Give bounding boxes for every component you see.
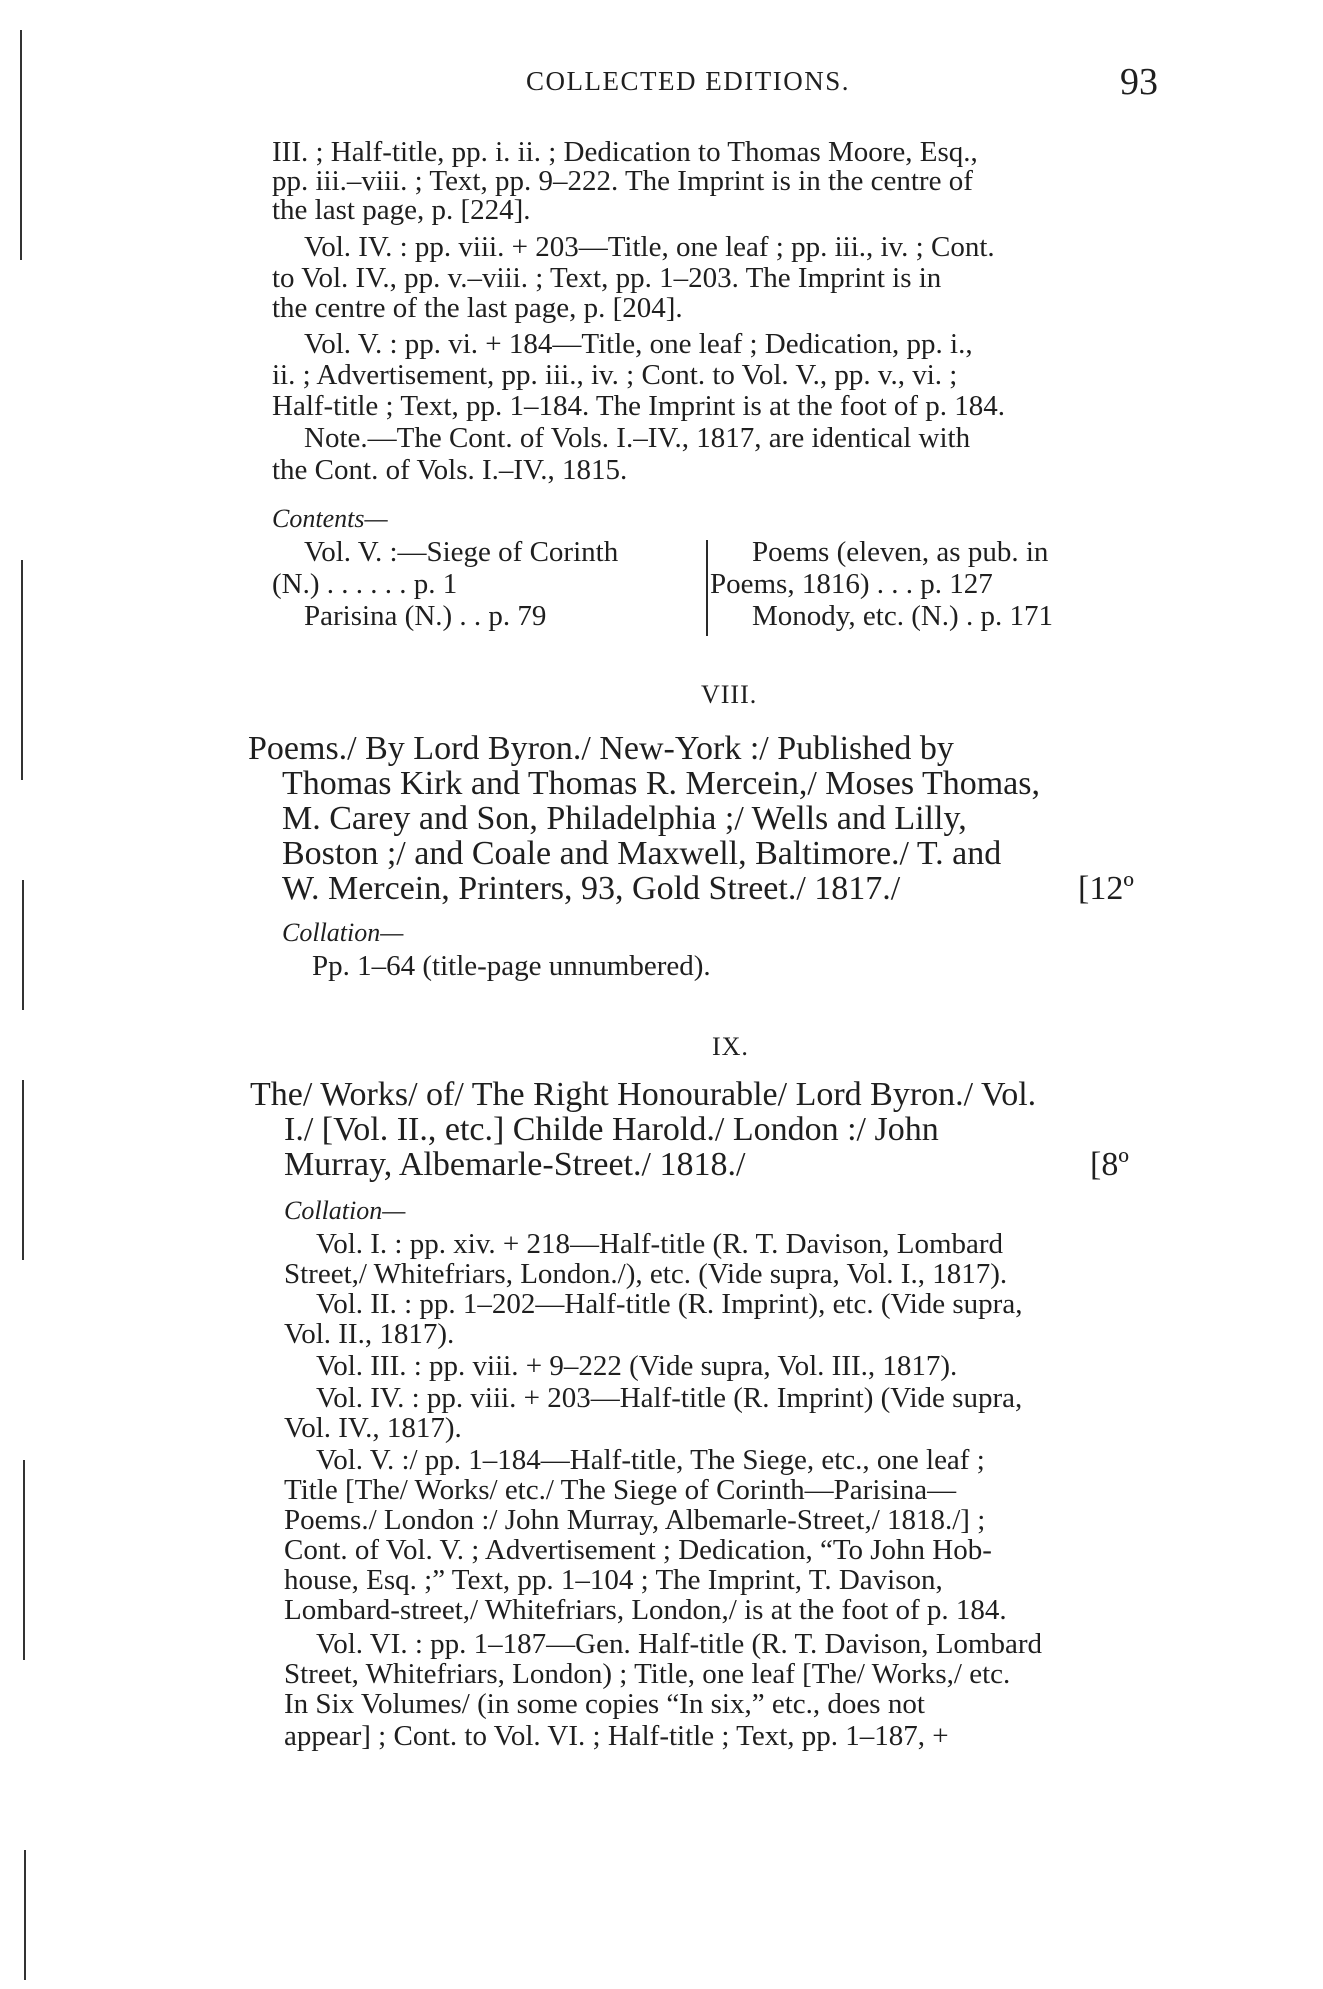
title-line: Thomas Kirk and Thomas R. Mercein,/ Moses Thomas, (282, 765, 1040, 802)
contents-entry: Poems (eleven, as pub. in (752, 536, 1049, 568)
text-line: Vol. I. : pp. xiv. + 218—Half-title (R. T. Davison, Lombard (316, 1228, 1004, 1260)
text-line: to Vol. IV., pp. v.–viii. ; Text, pp. 1–203. The Imprint is in (272, 262, 942, 294)
contents-entry: Vol. V. :—Siege of Corinth (304, 536, 619, 568)
text-line: Half-title ; Text, pp. 1–184. The Imprint is at the foot of p. 184. (272, 390, 1006, 422)
text-line: Title [The/ Works/ etc./ The Siege of Corinth—Parisina— (284, 1474, 957, 1506)
text-line: Vol. II., 1817). (284, 1318, 455, 1350)
text-line: Vol. III. : pp. viii. + 9–222 (Vide supra, Vol. III., 1817). (316, 1350, 958, 1382)
scan-margin-line (20, 30, 22, 260)
title-line: I./ [Vol. II., etc.] Childe Harold./ London :/ John (284, 1111, 939, 1148)
text-line: Vol. II. : pp. 1–202—Half-title (R. Imprint), etc. (Vide supra, (316, 1288, 1023, 1320)
text-line: III. ; Half-title, pp. i. ii. ; Dedication to Thomas Moore, Esq., (272, 136, 978, 168)
contents-entry: Monody, etc. (N.) . p. 171 (752, 600, 1053, 632)
note-line: Note.—The Cont. of Vols. I.–IV., 1817, are identical with (304, 422, 971, 454)
contents-label: Contents— (272, 504, 388, 533)
text-line: pp. iii.–viii. ; Text, pp. 9–222. The Imprint is in the centre of (272, 165, 973, 197)
scan-margin-line (22, 880, 24, 1010)
text-line: the centre of the last page, p. [204]. (272, 292, 683, 324)
contents-entry: Poems, 1816) . . . p. 127 (710, 568, 993, 600)
text-line: Vol. IV. : pp. viii. + 203—Half-title (R. Imprint) (Vide supra, (316, 1382, 1023, 1414)
text-line: Poems./ London :/ John Murray, Albemarle-Street,/ 1818./] ; (284, 1504, 986, 1536)
text-line: In Six Volumes/ (in some copies “In six,” etc., does not (284, 1688, 925, 1720)
column-divider (706, 540, 708, 636)
title-line: The/ Works/ of/ The Right Honourable/ Lord Byron./ Vol. (250, 1076, 1037, 1113)
text-line: Lombard-street,/ Whitefriars, London,/ is at the foot of p. 184. (284, 1594, 1007, 1626)
text-line: Vol. V. : pp. vi. + 184—Title, one leaf ; Dedication, pp. i., (304, 328, 973, 360)
text-line: Vol. IV., 1817). (284, 1412, 462, 1444)
title-line: Murray, Albemarle-Street./ 1818./ (284, 1146, 746, 1183)
scan-margin-line (24, 1850, 26, 1980)
collation-label: Collation— (284, 1196, 406, 1225)
scan-margin-line (23, 1460, 25, 1660)
title-line: Boston ;/ and Coale and Maxwell, Baltimore./ T. and (282, 835, 1002, 872)
text-line: Vol. VI. : pp. 1–187—Gen. Half-title (R. T. Davison, Lombard (316, 1628, 1042, 1660)
text-line: Street,/ Whitefriars, London./), etc. (Vide supra, Vol. I., 1817). (284, 1258, 1008, 1290)
section-number: IX. (712, 1032, 749, 1061)
text-line: Vol. V. :/ pp. 1–184—Half-title, The Siege, etc., one leaf ; (316, 1444, 985, 1476)
text-line: Street, Whitefriars, London) ; Title, one leaf [The/ Works,/ etc. (284, 1658, 1011, 1690)
contents-entry: (N.) . . . . . . p. 1 (272, 568, 458, 600)
running-title: COLLECTED EDITIONS. (526, 66, 850, 96)
page-number: 93 (1120, 61, 1158, 103)
text-line: appear] ; Cont. to Vol. VI. ; Half-title ; Text, pp. 1–187, + (284, 1720, 949, 1752)
text-line: the last page, p. [224]. (272, 194, 531, 226)
scan-margin-line (21, 560, 23, 780)
format-mark: [12º (1078, 870, 1134, 907)
text-line: Cont. of Vol. V. ; Advertisement ; Dedication, “To John Hob- (284, 1534, 992, 1566)
text-line: Vol. IV. : pp. viii. + 203—Title, one leaf ; pp. iii., iv. ; Cont. (304, 231, 995, 263)
text-line: the Cont. of Vols. I.–IV., 1815. (272, 454, 628, 486)
scan-margin-line (22, 1080, 24, 1260)
title-line: W. Mercein, Printers, 93, Gold Street./ 1817./ (282, 870, 901, 907)
title-line: M. Carey and Son, Philadelphia ;/ Wells and Lilly, (282, 800, 967, 837)
title-line: Poems./ By Lord Byron./ New-York :/ Published by (248, 730, 954, 767)
contents-entry: Parisina (N.) . . p. 79 (304, 600, 547, 632)
collation-text: Pp. 1–64 (title-page unnumbered). (312, 950, 711, 982)
text-line: ii. ; Advertisement, pp. iii., iv. ; Cont. to Vol. V., pp. v., vi. ; (272, 359, 958, 391)
collation-label: Collation— (282, 918, 404, 947)
text-line: house, Esq. ;” Text, pp. 1–104 ; The Imprint, T. Davison, (284, 1564, 943, 1596)
format-mark: [8º (1090, 1146, 1129, 1183)
section-number: VIII. (701, 680, 758, 709)
